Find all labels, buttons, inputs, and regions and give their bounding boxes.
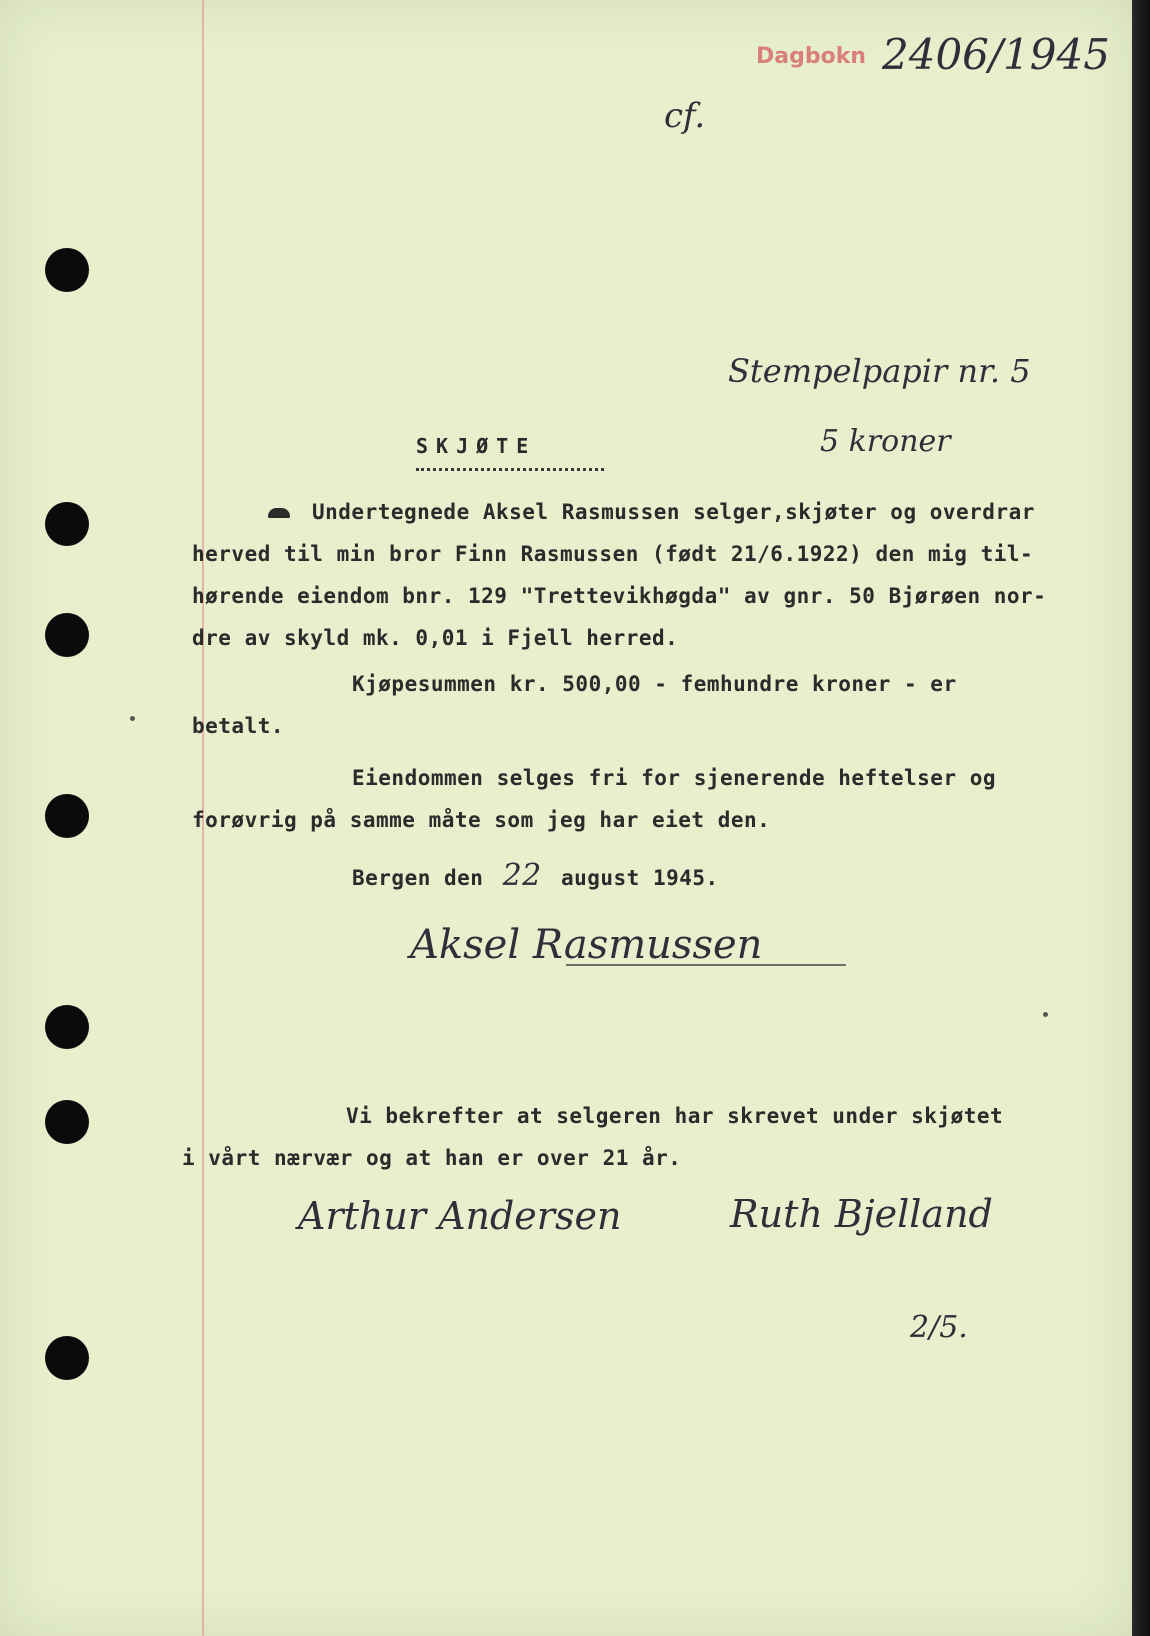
witness-signature-2: Ruth Bjelland (730, 1192, 993, 1236)
punch-hole (45, 502, 89, 546)
punch-hole (45, 1100, 89, 1144)
bullet-mark (268, 508, 290, 518)
handwritten-mark: cf. (664, 96, 706, 136)
place-date-line (352, 858, 719, 893)
seller-signature: Aksel Rasmussen (410, 922, 763, 968)
punch-hole (45, 1336, 89, 1380)
punch-hole (45, 248, 89, 292)
title-underline (416, 468, 604, 471)
ink-dot (1043, 1012, 1048, 1017)
punch-hole (45, 794, 89, 838)
witness-signature-1: Arthur Andersen (298, 1194, 622, 1238)
date-day-handwritten: 22 (502, 858, 542, 893)
witness-text-line: i vårt nærvær og at han er over 21 år. (182, 1146, 682, 1170)
punch-hole (45, 613, 89, 657)
reference-number: 2406/1945 (882, 30, 1110, 79)
body-text-line: betalt. (192, 714, 285, 738)
place-date-suffix: august 1945. (560, 866, 719, 890)
body-text-line: hørende eiendom bnr. 129 "Trettevikhøgda" av gnr. 50 Bjørøen nor- (192, 584, 1047, 608)
body-text-line: dre av skyld mk. 0,01 i Fjell herred. (192, 626, 679, 650)
body-text-line (268, 500, 1035, 524)
stamp-paper-note: Stempelpapir nr. 5 (728, 352, 1031, 390)
body-text-line: forøvrig på samme måte som jeg har eiet den. (192, 808, 771, 832)
witness-text-line: Vi bekrefter at selgeren har skrevet under skjøtet (346, 1104, 1004, 1128)
dagbok-stamp: Dagbokn (756, 44, 867, 69)
document-title: SKJØTE (416, 434, 537, 458)
signature-stroke (566, 964, 846, 966)
scan-edge (1132, 0, 1150, 1636)
punch-hole (45, 1005, 89, 1049)
body-text: Undertegnede Aksel Rasmussen selger,skjøter og overdrar (312, 500, 1035, 524)
body-text-line: herved til min bror Finn Rasmussen (født 21/6.1922) den mig til- (192, 542, 1034, 566)
place-date-prefix: Bergen den (352, 866, 484, 890)
ink-dot (130, 716, 135, 721)
body-text-line: Kjøpesummen kr. 500,00 - femhundre kroner - er (352, 672, 957, 696)
handwritten-note: 2/5. (910, 1310, 968, 1345)
body-text-line: Eiendommen selges fri for sjenerende heftelser og (352, 766, 997, 790)
stamp-paper-value: 5 kroner (820, 424, 951, 459)
